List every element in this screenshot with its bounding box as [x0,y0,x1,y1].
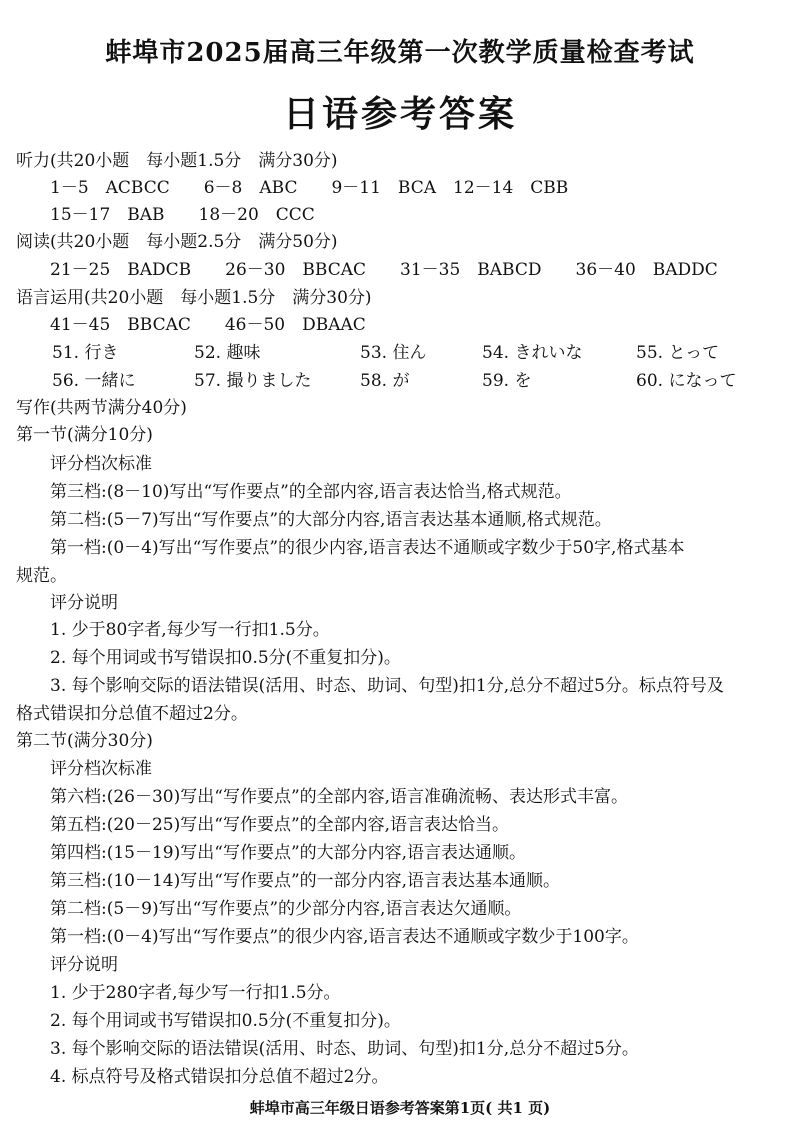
section-2-note-3: 3. 每个影响交际的语法错误(活用、时态、助词、句型)扣1分,总分不超过5分。 [50,1039,639,1059]
reading-heading: 阅读(共20小题 每小题2.5分 满分50分) [16,232,338,252]
fill-answer: 56. 一緒に [52,371,136,391]
section-1-criteria-label: 评分档次标准 [50,454,152,474]
section-1-note-3-cont: 格式错误扣分总值不超过2分。 [16,704,248,724]
writing-heading: 写作(共两节满分40分) [16,398,187,418]
section-1-grade-1-cont: 规范。 [16,566,67,586]
section-1-note-1: 1. 少于80字者,每少写一行扣1.5分。 [50,620,330,640]
section-2-notes-label: 评分说明 [50,955,118,975]
page-footer: 蚌埠市高三年级日语参考答案第1页( 共1 页) [249,1099,551,1117]
language-heading: 语言运用(共20小题 每小题1.5分 满分30分) [16,288,372,308]
section-1-grade-1: 第一档:(0－4)写出“写作要点”的很少内容,语言表达不通顺或字数少于50字,格式基本 [50,538,685,558]
section-2-note-1: 1. 少于280字者,每少写一行扣1.5分。 [50,983,341,1003]
section-1-grade-3: 第三档:(8－10)写出“写作要点”的全部内容,语言表达恰当,格式规范。 [50,482,572,502]
section-2-grade-5: 第五档:(20－25)写出“写作要点”的全部内容,语言表达恰当。 [50,815,510,835]
section-2-grade-4: 第四档:(15－19)写出“写作要点”的大部分内容,语言表达通顺。 [50,843,527,863]
section-1-grade-2: 第二档:(5－7)写出“写作要点”的大部分内容,语言表达基本通顺,格式规范。 [50,510,612,530]
section-1-note-3: 3. 每个影响交际的语法错误(活用、时态、助词、句型)扣1分,总分不超过5分。标点符号及 [50,676,724,696]
listening-answers-row-2: 15－17 BAB 18－20 CCC [50,205,315,225]
page-title: 日语参考答案 [282,94,517,135]
section-2-grade-1: 第一档:(0－4)写出“写作要点”的很少内容,语言表达不通顺或字数少于100字。 [50,927,639,947]
section-2-grade-3: 第三档:(10－14)写出“写作要点”的一部分内容,语言表达基本通顺。 [50,871,561,891]
section-1-note-2: 2. 每个用词或书写错误扣0.5分(不重复扣分)。 [50,648,401,668]
fill-answer: 54. きれいな [482,343,583,363]
section-2-grade-6: 第六档:(26－30)写出“写作要点”的全部内容,语言准确流畅、表达形式丰富。 [50,787,629,807]
fill-answer: 59. を [482,371,532,391]
listening-answers-row-1: 1－5 ACBCC 6－8 ABC 9－11 BCA 12－14 CBB [50,178,569,198]
section-2-note-4: 4. 标点符号及格式错误扣分总值不超过2分。 [50,1067,389,1087]
fill-answer: 58. が [360,371,410,391]
fill-answer: 55. とって [636,343,720,363]
fill-answer: 57. 撮りました [194,371,312,391]
section-2-grade-2: 第二档:(5－9)写出“写作要点”的少部分内容,语言表达欠通顺。 [50,899,522,919]
language-answers-row-1: 41－45 BBCAC 46－50 DBAAC [50,315,366,335]
section-1-notes-label: 评分说明 [50,593,118,613]
fill-answer: 53. 住ん [360,343,427,363]
section-2-criteria-label: 评分档次标准 [50,759,152,779]
fill-answer: 52. 趣味 [194,343,261,363]
listening-heading: 听力(共20小题 每小题1.5分 满分30分) [16,151,338,171]
fill-answer: 60. になって [636,371,737,391]
exam-title: 蚌埠市2025届高三年级第一次教学质量检查考试 [105,38,695,68]
reading-answers-row-1: 21－25 BADCB 26－30 BBCAC 31－35 BABCD 36－40 BADDC [50,260,718,280]
fill-answer: 51. 行き [52,343,119,363]
section-2-note-2: 2. 每个用词或书写错误扣0.5分(不重复扣分)。 [50,1011,401,1031]
section-2-heading: 第二节(满分30分) [16,731,153,751]
section-1-heading: 第一节(满分10分) [16,425,153,445]
